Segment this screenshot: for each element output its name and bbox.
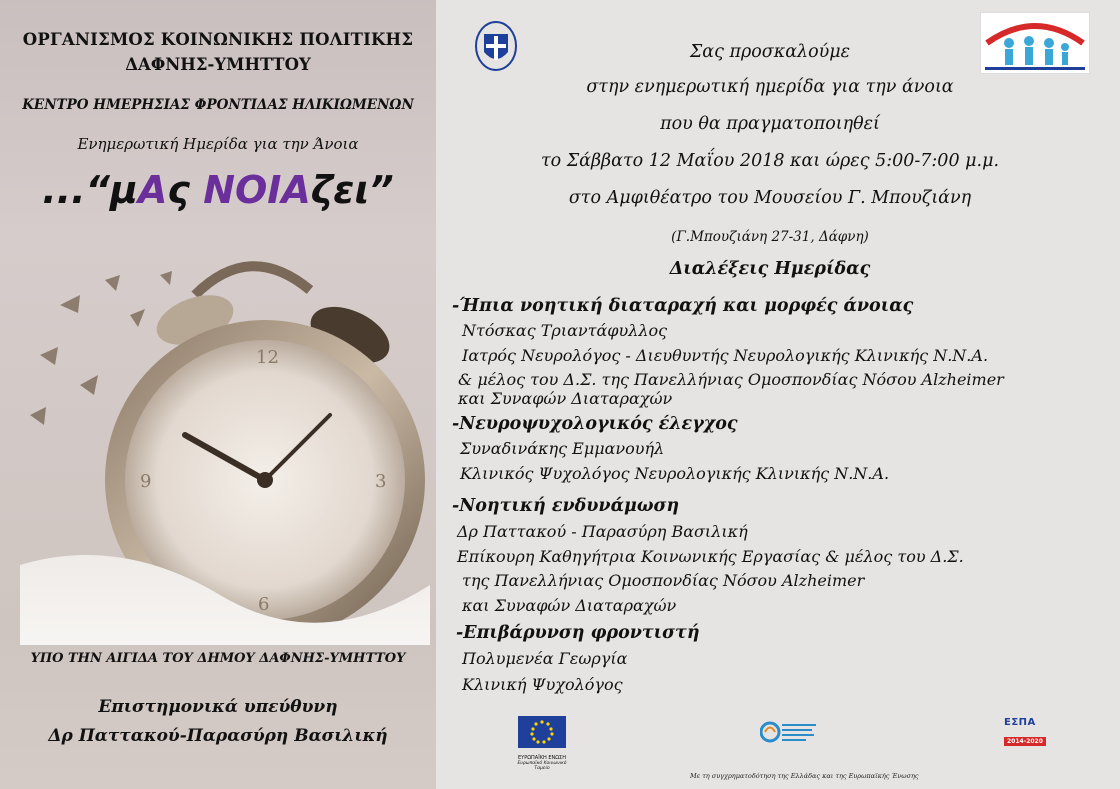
lecture-4-line: Κλινική Ψυχολόγος	[462, 675, 623, 694]
svg-text:3: 3	[375, 471, 387, 492]
responsible-label: Επιστημονικά υπεύθυνη	[98, 697, 338, 717]
invitation-address: (Γ.Μπουζιάνη 27-31, Δάφνη)	[671, 229, 869, 245]
slogan-purple-a: Α	[138, 168, 168, 212]
lecture-4-title: -Επιβάρυνση φροντιστή	[456, 623, 700, 643]
lecture-2-line: Κλινικός Ψυχολόγος Νευρολογικής Κλινικής Ν.Ν.Α.	[460, 464, 890, 483]
slogan-prefix: ...“μ	[42, 168, 138, 212]
eu-fund-label: Ευρωπαϊκό Κοινωνικό Ταμείο	[517, 761, 567, 771]
cofunding-note: Με τη συγχρηματοδότηση της Ελλάδας και της Ευρωπαϊκής Ένωσης	[690, 772, 919, 780]
eu-flag-logo	[510, 716, 574, 771]
invitation-line3: που θα πραγματοποιηθεί	[660, 114, 880, 134]
lectures-heading: Διαλέξεις Ημερίδας	[669, 259, 871, 279]
invitation-date: το Σάββατο 12 Μαΐου 2018 και ώρες 5:00-7:00 μ.μ.	[540, 151, 1000, 171]
slogan	[0, 168, 436, 212]
left-panel	[0, 0, 436, 789]
espa-label: ΕΣΠΑ	[1004, 717, 1036, 728]
event-title: Ενημερωτική Ημερίδα για την Άνοια	[77, 135, 359, 153]
eu-label: ΕΥΡΩΠΑΪΚΗ ΕΝΩΣΗ	[518, 755, 566, 761]
center-title: ΚΕΝΤΡΟ ΗΜΕΡΗΣΙΑΣ ΦΡΟΝΤΙΔΑΣ ΗΛΙΚΙΩΜΕΝΩΝ	[22, 97, 414, 113]
svg-text:12: 12	[256, 347, 279, 368]
slogan-mid: ς	[167, 168, 204, 212]
lecture-3-line: της Πανελλήνιας Ομοσπονδίας Νόσου Alzheimer	[462, 571, 865, 590]
lecture-3-title: -Νοητική ενδυνάμωση	[452, 496, 680, 516]
lecture-3-line: Επίκουρη Καθηγήτρια Κοινωνικής Εργασίας & μέλος του Δ.Σ.	[457, 547, 964, 566]
responsible-name: Δρ Παττακού-Παρασύρη Βασιλική	[48, 726, 388, 746]
org-title-line2: ΔΑΦΝΗΣ-ΥΜΗΤΤΟΥ	[125, 55, 311, 74]
slogan-suffix: ζει”	[310, 168, 394, 212]
lecture-3-line: Δρ Παττακού - Παρασύρη Βασιλική	[457, 522, 748, 541]
lecture-1-line: και Συναφών Διαταραχών	[458, 389, 673, 408]
lecture-3-line: και Συναφών Διαταραχών	[462, 596, 677, 615]
operational-programme-logo	[760, 718, 820, 746]
lecture-2-line: Συναδινάκης Εμμανουήλ	[460, 439, 665, 458]
alarm-clock-icon	[20, 235, 430, 645]
shattering-clock-image	[20, 235, 430, 645]
lecture-1-line: Ιατρός Νευρολόγος - Διευθυντής Νευρολογικής Κλινικής Ν.Ν.Α.	[462, 346, 989, 365]
lecture-4-line: Πολυμενέα Γεωργία	[462, 649, 628, 668]
slogan-purple-noia: ΝΟΙΑ	[203, 168, 311, 212]
invitation-line2: στην ενημερωτική ημερίδα για την άνοια	[586, 77, 954, 97]
espa-years: 2014-2020	[1004, 737, 1046, 746]
org-title-line1: ΟΡΓΑΝΙΣΜΟΣ ΚΟΙΝΩΝΙΚΗΣ ΠΟΛΙΤΙΚΗΣ	[22, 30, 414, 49]
svg-text:6: 6	[258, 594, 270, 615]
invitation-venue: στο Αμφιθέατρο του Μουσείου Γ. Μπουζιάνη	[568, 188, 972, 208]
lecture-2-title: -Νευροψυχολογικός έλεγχος	[452, 414, 738, 434]
espa-logo	[1004, 717, 1052, 747]
eu-flag-icon	[510, 716, 574, 750]
lecture-1-line: & μέλος του Δ.Σ. της Πανελλήνιας Ομοσπονδίας Νόσου Alzheimer	[458, 370, 1004, 389]
lecture-1-line: Ντόσκας Τριαντάφυλλος	[462, 321, 668, 340]
invitation-line1: Σας προσκαλούμε	[689, 42, 851, 62]
aegis-note: ΥΠΟ ΤΗΝ ΑΙΓΙΔΑ ΤΟΥ ΔΗΜΟΥ ΔΑΦΝΗΣ-ΥΜΗΤΤΟΥ	[30, 651, 406, 666]
svg-text:9: 9	[140, 471, 152, 492]
lecture-1-title: -Ήπια νοητική διαταραχή και μορφές άνοιας	[452, 296, 914, 316]
